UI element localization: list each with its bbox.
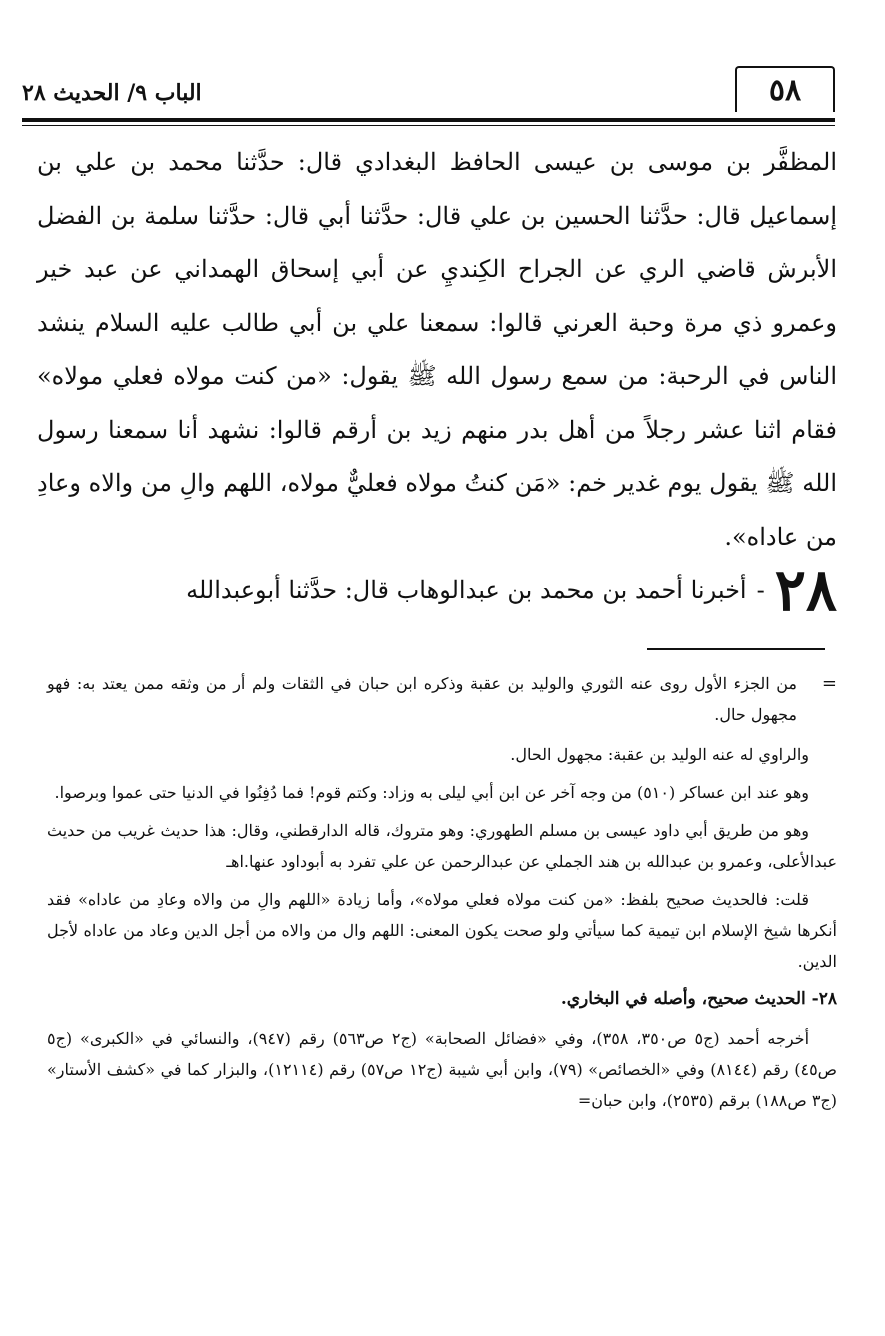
continuation-text: من الجزء الأول روى عنه الثوري والوليد بن عقبة وذكره ابن حبان في الثقات ولم أر من وثقه ممن يعتد به: فهو مجهول حال.	[47, 674, 797, 724]
running-head: الباب ٩/ الحديث ٢٨	[22, 80, 202, 106]
footnote-paragraph: وهو من طريق أبي داود عيسى بن مسلم الطهوري: وهو متروك، قاله الدارقطني، وقال: هذا حديث غريب من حديث عبدالأعلى، وعمرو بن عبدالله بن هند الجملي عن عبدالرحمن عن علي تفرد به أبوداود عنها.اهـ	[47, 821, 837, 871]
main-text	[37, 136, 837, 564]
footnotes	[47, 668, 837, 1123]
page-header	[22, 60, 835, 120]
footnote-continuation	[47, 668, 837, 730]
footnote-paragraph: والراوي له عنه الوليد بن عقبة: مجهول الحال.	[510, 745, 809, 764]
footnote-heading: ٢٨- الحديث صحيح، وأصله في البخاري.	[560, 989, 837, 1009]
hadith-number: ٢٨	[774, 556, 837, 624]
hadith-28-start	[37, 556, 837, 624]
footnote-paragraph: أخرجه أحمد (ج٥ ص٣٥٠، ٣٥٨)، وفي «فضائل الصحابة» (ج٢ ص٥٦٣) رقم (٩٤٧)، والنسائي في «الكبرى» (ج٥ ص٤٥) رقم (٨١٤٤) وفي «الخصائص» (٧٩)، وابن أبي شيبة (ج١٢ ص٥٧) رقم (١٢١١٤)، والبزار كما في «كشف الأستار» (ج٣ ص١٨٨) برقم (٢٥٣٥)، وابن حبان=	[47, 1029, 838, 1110]
footnote-paragraph: قلت: فالحديث صحيح بلفظ: «من كنت مولاه فعلي مولاه»، وأما زيادة «اللهم والِ من والاه وعادِ من عاداه» فقد أنكرها شيخ الإسلام ابن تيمية كما سيأتي ولو صحت يكون المعنى: اللهم وال من والاه من أجل الدين وعاد من عاداه لأجل الدين.	[47, 890, 838, 971]
continuation-mark: =	[821, 673, 837, 694]
footnote-paragraph: وهو عند ابن عساكر (٥١٠) من وجه آخر عن ابن أبي ليلى به وزاد: وكتم قوم! فما دُفِنُوا في الدنيا حتى عموا وبرصوا.	[54, 783, 809, 802]
header-rule	[22, 118, 835, 122]
page-number: ٥٨	[735, 66, 835, 112]
hadith-dash: -	[756, 576, 765, 604]
main-paragraph: المظفَّر بن موسى بن عيسى الحافظ البغدادي قال: حدَّثنا محمد بن علي بن إسماعيل قال: حدَّثنا الحسين بن علي قال: حدَّثنا أبي قال: حدَّثنا سلمة بن الفضل الأبرش قاضي الري عن الجراح الكِنديِ عن أبي إسحاق الهمداني عن عبد خير وعمرو ذي مرة وحبة العرني قالوا: سمعنا علي بن أبي طالب عليه السلام ينشد الناس في الرحبة: من سمع رسول الله ﷺ يقول: «من كنت مولاه فعلي مولاه» فقام اثنا عشر رجلاً من أهل بدر منهم زيد بن أرقم قالوا: نشهد أنا سمعنا رسول الله ﷺ يقول يوم غدير خم: «مَن كنتُ مولاه فعليٌّ مولاه، اللهم والِ من والاه وعادِ من عاداه».	[37, 148, 838, 551]
header-rule-thin	[22, 125, 835, 126]
hadith-text: أخبرنا أحمد بن محمد بن عبدالوهاب قال: حدَّثنا أبوعبدالله	[186, 576, 747, 604]
footnote-separator	[647, 648, 825, 650]
